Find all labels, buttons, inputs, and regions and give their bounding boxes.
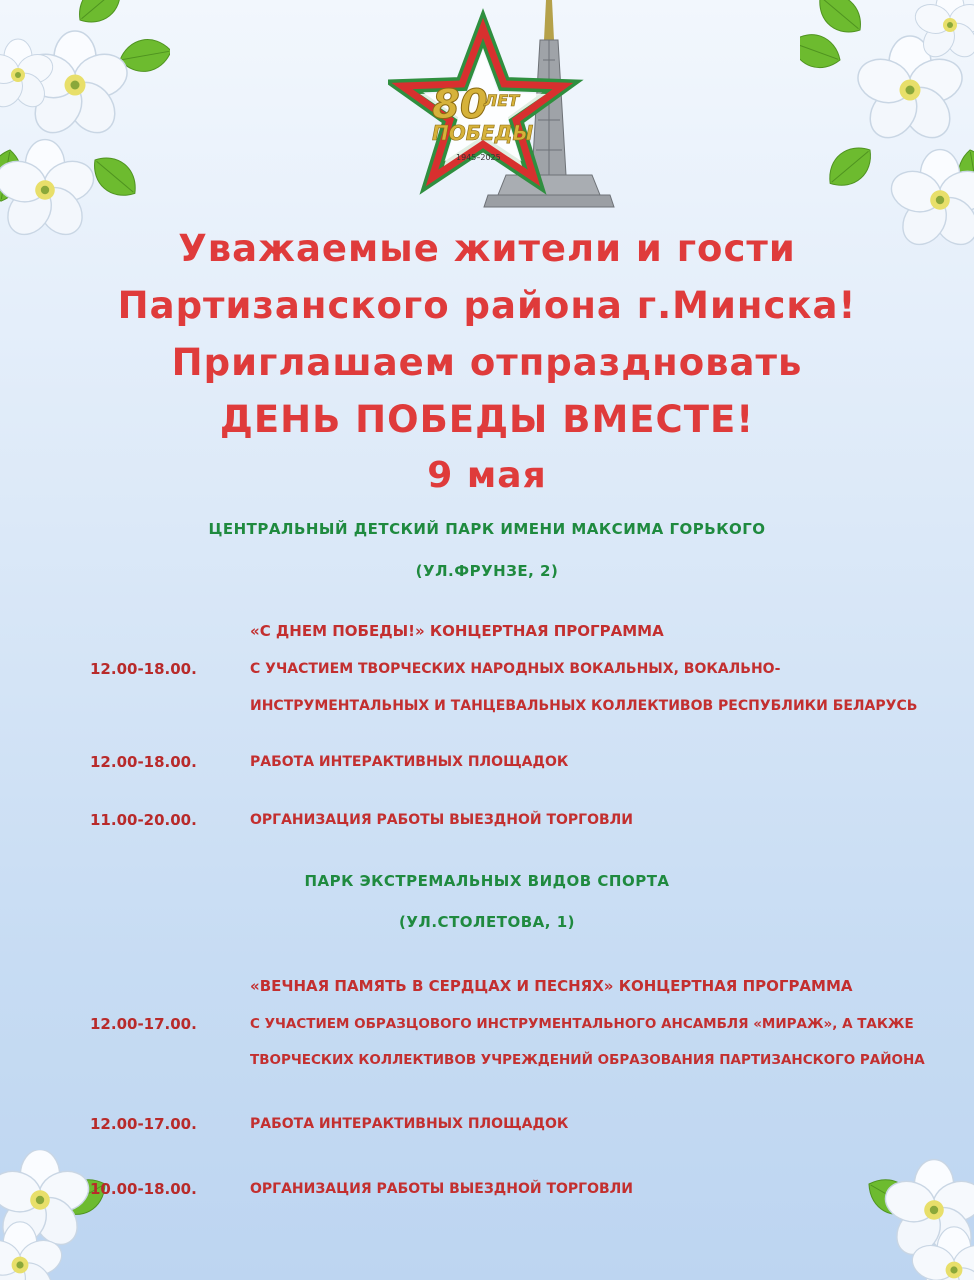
emblem-word-let: ЛЕТ [484,91,520,110]
heading-line-2: Партизанского района г.Минска! [117,284,857,327]
venue1-event1-line3: ИНСТРУМЕНТАЛЬНЫХ И ТАНЦЕВАЛЬНЫХ КОЛЛЕКТИВОВ РЕСПУБЛИКИ БЕЛАРУСЬ [250,698,918,714]
venue1-event2-title: РАБОТА ИНТЕРАКТИВНЫХ ПЛОЩАДОК [250,754,569,770]
emblem-number: 80 [432,82,488,128]
venue2-address: (УЛ.СТОЛЕТОВА, 1) [398,913,575,931]
flower-top-left-decoration [0,0,170,250]
heading-line-3: Приглашаем отпраздновать [171,341,803,384]
heading-line-4: ДЕНЬ ПОБЕДЫ ВМЕСТЕ! [219,398,755,441]
venue1-event2-time: 12.00-18.00. [90,753,197,771]
flower-top-right-decoration [800,0,974,260]
flower-bottom-left-decoration [0,1150,110,1280]
venue2-event2-time: 12.00-17.00. [90,1115,197,1133]
venue2-event2-title: РАБОТА ИНТЕРАКТИВНЫХ ПЛОЩАДОК [250,1116,569,1132]
venue2-event1-line3: ТВОРЧЕСКИХ КОЛЛЕКТИВОВ УЧРЕЖДЕНИЙ ОБРАЗОВАНИЯ ПАРТИЗАНСКОГО РАЙОНА [250,1052,925,1068]
flower-bottom-right-decoration [864,1150,974,1280]
victory-80-emblem [388,0,618,215]
venue1-event1-title: «С ДНЕМ ПОБЕДЫ!» КОНЦЕРТНАЯ ПРОГРАММА [250,622,664,640]
heading-line-1: Уважаемые жители и гости [178,227,796,270]
venue1-event3-time: 11.00-20.00. [90,811,197,829]
venue2-event1-time: 12.00-17.00. [90,1015,197,1033]
venue1-name: ЦЕНТРАЛЬНЫЙ ДЕТСКИЙ ПАРК ИМЕНИ МАКСИМА ГОРЬКОГО [208,520,766,538]
venue2-event3-title: ОРГАНИЗАЦИЯ РАБОТЫ ВЫЕЗДНОЙ ТОРГОВЛИ [250,1181,634,1197]
venue2-event1-line2: С УЧАСТИЕМ ОБРАЗЦОВОГО ИНСТРУМЕНТАЛЬНОГО АНСАМБЛЯ «МИРАЖ», А ТАКЖЕ [250,1016,914,1032]
venue1-event1-line2: С УЧАСТИЕМ ТВОРЧЕСКИХ НАРОДНЫХ ВОКАЛЬНЫХ, ВОКАЛЬНО- [250,661,781,677]
venue2-event3-time: 10.00-18.00. [90,1180,197,1198]
emblem-word-pobedy: ПОБЕДЫ [432,121,534,145]
heading-date: 9 мая [427,455,547,496]
emblem-years: 1945–2025 [456,153,501,162]
venue1-event1-time: 12.00-18.00. [90,660,197,678]
venue1-address: (УЛ.ФРУНЗЕ, 2) [415,562,559,580]
venue2-event1-title: «ВЕЧНАЯ ПАМЯТЬ В СЕРДЦАХ И ПЕСНЯХ» КОНЦЕРТНАЯ ПРОГРАММА [250,977,853,995]
venue2-name: ПАРК ЭКСТРЕМАЛЬНЫХ ВИДОВ СПОРТА [304,872,670,890]
venue1-event3-title: ОРГАНИЗАЦИЯ РАБОТЫ ВЫЕЗДНОЙ ТОРГОВЛИ [250,812,634,828]
